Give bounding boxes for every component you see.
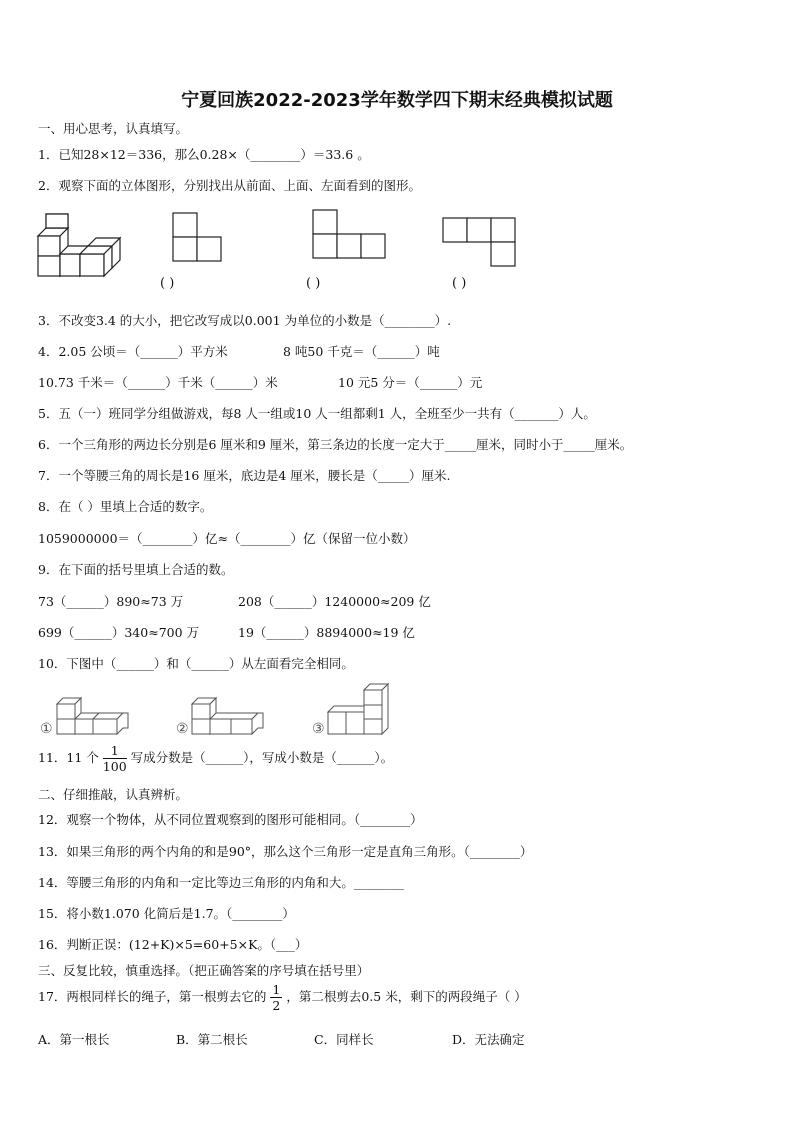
question-17-suffix: ，第二根剪去0.5 米，剩下的两段绳子（ ） xyxy=(286,989,527,1004)
cube-figure-2 xyxy=(191,690,265,736)
page-title: 宁夏回族2022-2023学年数学四下期末经典模拟试题 xyxy=(181,90,613,111)
answer-paren-3: ( ) xyxy=(452,276,467,291)
cube-figure-1 xyxy=(56,690,130,736)
question-16: 16．判断正误：(12+K)×5=60+5×K。（___） xyxy=(38,937,308,952)
question-9d: 19（______）8894000≈19 亿 xyxy=(238,625,415,640)
cube-figure-3 xyxy=(327,682,397,736)
cube-stack-figure xyxy=(36,210,126,278)
option-b: B．第二根长 xyxy=(176,1032,248,1047)
question-5: 5．五（一）班同学分组做游戏，每8 人一组或10 人一组都剩1 人，全班至少一共有（_______）人。 xyxy=(38,406,596,421)
question-8: 8．在（ ）里填上合适的数字。 xyxy=(38,499,213,514)
question-11-suffix: 写成分数是（______），写成小数是（______）。 xyxy=(130,750,394,765)
view-figure-a xyxy=(172,212,224,264)
question-4a: 4．2.05 公顷＝（______）平方米 xyxy=(38,344,228,359)
question-9b: 208（______）1240000≈209 亿 xyxy=(238,594,431,609)
fraction-numerator: 1 xyxy=(272,982,281,997)
question-4b: 8 吨50 千克＝（______）吨 xyxy=(283,344,440,359)
option-d: D．无法确定 xyxy=(452,1032,525,1047)
question-10: 10．下图中（______）和（______）从左面看完全相同。 xyxy=(38,656,354,671)
question-9c: 699（______）340≈700 万 xyxy=(38,625,200,640)
fraction-one-half xyxy=(270,982,282,1013)
question-4d: 10 元5 分＝（______）元 xyxy=(338,375,483,390)
question-14: 14．等腰三角形的内角和一定比等边三角形的内角和大。________ xyxy=(38,875,404,890)
question-11 xyxy=(38,743,393,774)
option-a: A．第一根长 xyxy=(38,1032,110,1047)
view-figure-b xyxy=(312,209,388,261)
question-3: 3．不改变3.4 的大小，把它改写成以0.001 为单位的小数是（________）. xyxy=(38,313,452,328)
section-heading-3: 三、反复比较，慎重选择。（把正确答案的序号填在括号里） xyxy=(38,963,370,978)
question-17-prefix: 17．两根同样长的绳子，第一根剪去它的 xyxy=(38,989,267,1004)
answer-paren-1: ( ) xyxy=(160,276,175,291)
question-9: 9．在下面的括号里填上合适的数。 xyxy=(38,562,234,577)
question-8b: 1059000000＝（________）亿≈（________）亿（保留一位小数） xyxy=(38,531,416,546)
question-6: 6．一个三角形的两边长分别是6 厘米和9 厘米，第三条边的长度一定大于_____厘米，同时小于_____厘米。 xyxy=(38,437,633,452)
question-9a: 73（______）890≈73 万 xyxy=(38,594,184,609)
fraction-one-hundredth xyxy=(103,743,127,774)
figure-label-2: ② xyxy=(176,721,189,737)
question-7: 7．一个等腰三角的周长是16 厘米，底边是4 厘米，腰长是（_____）厘米. xyxy=(38,468,451,483)
question-15: 15．将小数1.070 化简后是1.7。（________） xyxy=(38,906,295,921)
view-figure-c xyxy=(442,217,520,269)
fraction-denominator: 2 xyxy=(272,998,281,1013)
section-heading-1: 一、用心思考，认真填写。 xyxy=(38,121,189,136)
answer-paren-2: ( ) xyxy=(306,276,321,291)
question-1: 1．已知28×12＝336，那么0.28×（________）＝33.6 。 xyxy=(38,147,370,162)
fraction-numerator: 1 xyxy=(103,743,127,759)
question-11-prefix: 11．11 个 xyxy=(38,750,99,765)
question-12: 12．观察一个物体，从不同位置观察到的图形可能相同。（________） xyxy=(38,812,423,827)
section-heading-2: 二、仔细推敲，认真辨析。 xyxy=(38,787,189,802)
option-c: C．同样长 xyxy=(314,1032,374,1047)
question-4c: 10.73 千米＝（______）千米（______）米 xyxy=(38,375,278,390)
question-13: 13．如果三角形的两个内角的和是90°，那么这个三角形一定是直角三角形。（________） xyxy=(38,844,533,859)
fraction-denominator: 100 xyxy=(102,759,127,774)
question-17 xyxy=(38,982,527,1013)
figure-label-1: ① xyxy=(40,721,53,737)
figure-label-3: ③ xyxy=(312,721,325,737)
question-2: 2．观察下面的立体图形，分别找出从前面、上面、左面看到的图形。 xyxy=(38,178,421,193)
